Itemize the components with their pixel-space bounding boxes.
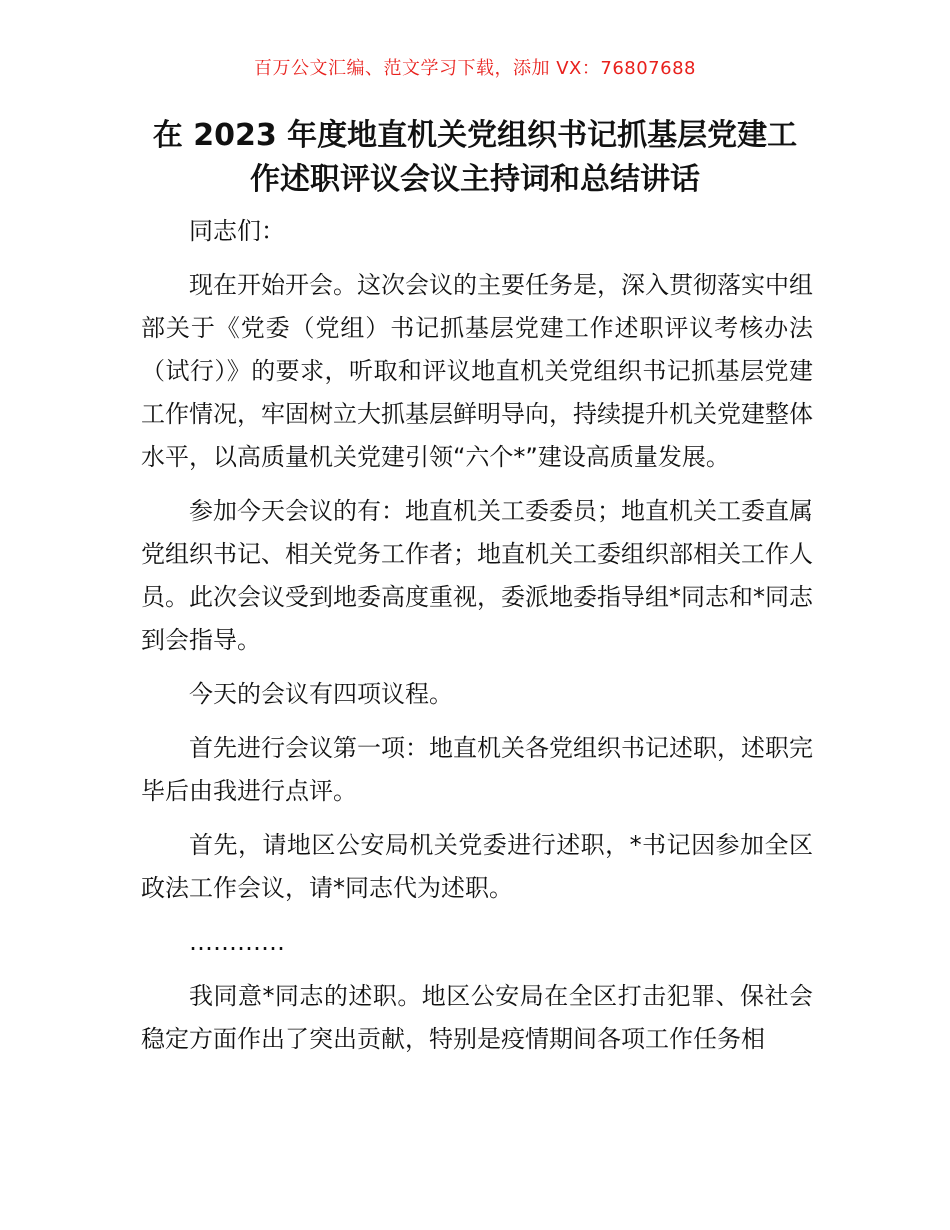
paragraph-attendees: 参加今天会议的有：地直机关工委委员；地直机关工委直属党组织书记、相关党务工作者；地直机关工委组织部相关工作人员。此次会议受到地委高度重视，委派地委指导组*同志和*同志到会指导。 [141, 497, 813, 654]
title-line-1: 在 2023 年度地直机关党组织书记抓基层党建工 [152, 118, 798, 153]
paragraph-greeting: 同志们： [189, 217, 285, 245]
paragraph-first-report: 首先，请地区公安局机关党委进行述职，*书记因参加全区政法工作会议，请*同志代为述职。 [141, 831, 813, 902]
paragraph-ellipsis: ………… [189, 928, 285, 956]
paragraph-item-one: 首先进行会议第一项：地直机关各党组织书记述职，述职完毕后由我进行点评。 [141, 734, 813, 805]
paragraph-comment: 我同意*同志的述职。地区公安局在全区打击犯罪、保社会稳定方面作出了突出贡献，特别是疫情期间各项工作任务相 [141, 982, 813, 1053]
paragraph-agenda: 今天的会议有四项议程。 [189, 680, 453, 708]
title-line-2: 作述职评议会议主持词和总结讲话 [250, 162, 700, 197]
document-body [141, 210, 813, 1072]
header-watermark-note: 百万公文汇编、范文学习下载，添加 VX：76807688 [254, 58, 696, 79]
document-title [120, 114, 830, 202]
paragraph-opening: 现在开始开会。这次会议的主要任务是，深入贯彻落实中组部关于《党委（党组）书记抓基层党建工作述职评议考核办法（试行）》的要求，听取和评议地直机关党组织书记抓基层党建工作情况，牢固树立大抓基层鲜明导向，持续提升机关党建整体水平，以高质量机关党建引领“六个*”建设高质量发展。 [141, 271, 813, 471]
